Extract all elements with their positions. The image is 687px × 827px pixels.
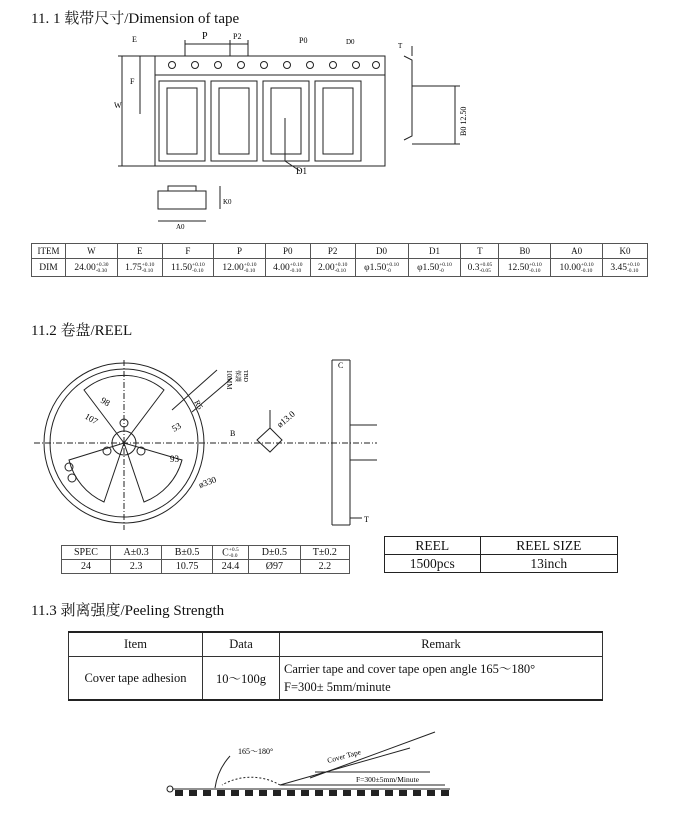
label-B0: B0 12.50 bbox=[459, 106, 468, 136]
dim-cell: 3.45+0.10 -0.10 bbox=[603, 259, 648, 277]
dim-cell: φ1.50+0.10 -0 bbox=[355, 259, 408, 277]
label-D1: D1 bbox=[296, 166, 307, 176]
dim-cell: 12.50+0.10 -0.10 bbox=[499, 259, 551, 277]
spec-cell: 2.3 bbox=[110, 560, 161, 574]
dim-header: ITEM bbox=[32, 244, 66, 259]
peel-data: 10～100g bbox=[203, 657, 280, 701]
dim-cell: 10.00+0.10 -0.10 bbox=[551, 259, 603, 277]
peeling-table bbox=[68, 631, 603, 701]
reel-heading: 11.2 卷盘/REEL bbox=[31, 323, 133, 339]
label-W: W bbox=[114, 101, 122, 110]
dim-header: K0 bbox=[603, 244, 648, 259]
label-D0: D0 bbox=[346, 38, 355, 46]
peel-remark bbox=[280, 657, 603, 701]
peeling-diagram bbox=[160, 728, 460, 800]
peel-force-label: F=300±5mm/Minute bbox=[356, 775, 419, 784]
dim-row-label: DIM bbox=[32, 259, 66, 277]
reel-size-header: REEL bbox=[385, 537, 481, 555]
dim-cell: 0.3+0.05 -0.05 bbox=[461, 259, 499, 277]
dim-cell: 24.00+0.30 -0.30 bbox=[65, 259, 117, 277]
label-T: T bbox=[398, 42, 403, 50]
peel-header: Data bbox=[203, 632, 280, 657]
dim-header: D0 bbox=[355, 244, 408, 259]
dim-cell: 1.75+0.10 -0.10 bbox=[117, 259, 162, 277]
reel-label-note1: 保護 bbox=[234, 370, 240, 383]
dim-header: E bbox=[117, 244, 162, 259]
spec-header: SPEC bbox=[62, 546, 111, 560]
reel-label-98: 98 bbox=[99, 395, 112, 409]
reel-label-d13: ø13.0 bbox=[274, 408, 297, 430]
dim-cell: 2.00+0.10 -0.10 bbox=[310, 259, 355, 277]
label-K0: K0 bbox=[223, 198, 232, 206]
reel-spec-table bbox=[61, 545, 350, 574]
reel-size-table bbox=[384, 536, 618, 573]
spec-cell: Ø97 bbox=[249, 560, 300, 574]
reel-label-r5: R5 bbox=[192, 398, 205, 412]
dim-header: W bbox=[65, 244, 117, 259]
dimension-heading: 11. 1 载带尺寸/Dimension of tape bbox=[31, 11, 240, 27]
reel-label-B: B bbox=[230, 429, 236, 438]
label-E: E bbox=[132, 35, 137, 44]
peel-remark-line2: F=300± 5mm/minute bbox=[284, 680, 391, 694]
spec-header: T±0.2 bbox=[300, 546, 349, 560]
dim-header: A0 bbox=[551, 244, 603, 259]
dim-header: D1 bbox=[408, 244, 461, 259]
reel-size-header: REEL SIZE bbox=[480, 537, 617, 555]
reel-label-mm: 10MM bbox=[225, 370, 233, 390]
dim-header: P0 bbox=[265, 244, 310, 259]
reel-label-note2: TBD bbox=[242, 370, 248, 382]
spec-cell: 2.2 bbox=[300, 560, 349, 574]
peel-header: Remark bbox=[280, 632, 603, 657]
tape-dimension-drawing bbox=[100, 26, 480, 238]
reel-size-cell: 1500pcs bbox=[385, 555, 481, 573]
reel-label-93: 93 bbox=[170, 454, 179, 464]
reel-label-C: C bbox=[338, 361, 344, 370]
dim-header: F bbox=[162, 244, 213, 259]
label-A0: A0 bbox=[176, 223, 185, 231]
reel-size-cell: 13inch bbox=[480, 555, 617, 573]
dim-header: P2 bbox=[310, 244, 355, 259]
label-F: F bbox=[130, 77, 135, 86]
spec-header: A±0.3 bbox=[110, 546, 161, 560]
reel-drawing bbox=[32, 350, 382, 540]
spec-cell: 24 bbox=[62, 560, 111, 574]
reel-label-d330: ø330 bbox=[197, 474, 218, 490]
peel-cover-tape-label: Cover Tape bbox=[326, 747, 362, 765]
dim-header: T bbox=[461, 244, 499, 259]
reel-label-53: 53 bbox=[170, 420, 183, 434]
spec-cell: 10.75 bbox=[162, 560, 212, 574]
peel-angle-label: 165～180° bbox=[238, 747, 274, 756]
peel-header: Item bbox=[69, 632, 203, 657]
dim-header: P bbox=[214, 244, 266, 259]
dim-cell: 12.00+0.10 -0.10 bbox=[214, 259, 266, 277]
spec-header: B±0.5 bbox=[162, 546, 212, 560]
spec-header: D±0.5 bbox=[249, 546, 300, 560]
spec-cell: 24.4 bbox=[212, 560, 248, 574]
peel-item: Cover tape adhesion bbox=[69, 657, 203, 701]
dim-cell: φ1.50+0.10 -0 bbox=[408, 259, 461, 277]
reel-label-T: T bbox=[364, 515, 369, 524]
peel-remark-line1: Carrier tape and cover tape open angle 165～180° bbox=[284, 662, 536, 676]
dim-header: B0 bbox=[499, 244, 551, 259]
dim-cell: 4.00+0.10 -0.10 bbox=[265, 259, 310, 277]
dimension-table bbox=[31, 243, 648, 277]
reel-label-107: 107 bbox=[83, 411, 100, 427]
label-P: P bbox=[202, 31, 208, 42]
dim-cell: 11.50+0.10 -0.10 bbox=[162, 259, 213, 277]
label-P2: P2 bbox=[233, 32, 242, 41]
spec-header: C+0.5 -0.0 bbox=[212, 546, 248, 560]
label-P0: P0 bbox=[299, 36, 308, 45]
peeling-heading: 11.3 剥离强度/Peeling Strength bbox=[31, 603, 225, 619]
